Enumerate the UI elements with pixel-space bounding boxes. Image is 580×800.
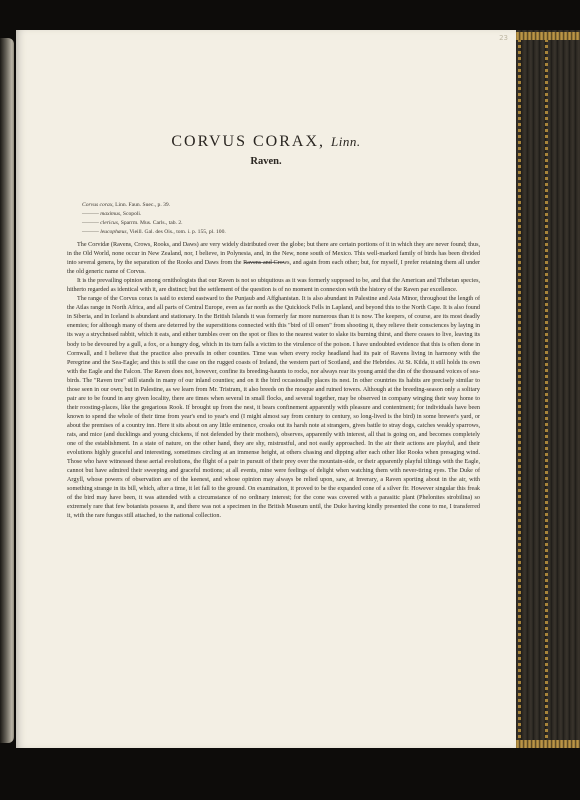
left-page-edge — [0, 38, 14, 743]
paragraph: The Corvidæ (Ravens, Crows, Rooks, and Daws) are very widely distributed over the globe; but there are certain portions of it in which they are never found; thus, in the Old World, none occur in New Zealand, nor, I believe, in Polynesia, and, in the New, none south of Mexico. This well-marked family of birds has been divided into several genera, by the separation of the Rooks and Daws from the Ravens and Crows, and again from each other; but, for myself, I prefer retaining them all under the old generic name of Corvus. — [67, 242, 480, 276]
species-title — [16, 133, 516, 151]
species-common-name: Raven. — [250, 156, 282, 167]
page-number: 23 — [499, 34, 508, 42]
paragraph: It is the prevailing opinion among ornithologists that our Raven is not so ubiquitous as it was formerly supposed to be, and that the American and Thibetan species, hitherto regarded as identical with it, are distinct; but the settlement of the question is of no moment in connexion with the history of the Raven par excellence. — [67, 278, 480, 294]
synonym-entry: ——— clericus, Sparrm. Mus. Carls., tab. 2. — [82, 219, 183, 226]
synonym-entry: ——— maximus, Scopoli. — [82, 210, 142, 217]
title-main: CORVUS CORAX, — [171, 133, 326, 150]
gilt-border — [518, 32, 548, 746]
synonym-entry: Corvus corax, Linn. Faun. Suec., p. 39. — [82, 202, 171, 208]
paragraph: The range of the Corvus corax is said to extend eastward to the Punjaub and Affghanistan. It is also abundant in Palestine and Asia Minor, throughout the length of the Atlas range in North Africa, and all parts of Central Europe, even as far north as the Quickiock Fells in Lapland, and beyond this to the North Cape. It is also found in Siberia, and in Iceland is abundant and stationary. In the British Islands it was formerly far more numerous than it is now. The keepers, of course, are its most deadly enemies; for although many of them are deterred by the superstitions connected with this "bird of ill omen" from shooting it, they relieve their consciences by laying in its way a strychnised rabbit, which it eats, and either tumbles over on the spot or flies to the nearest water to slake its burning thirst, and there ceases to live, leaving its body to be devoured by a gull, a fox, or a hungry dog, which in its turn falls a victim to the virulence of the poison. I have undoubted evidence that this is often done in Cornwall, and I believe that the practice also prevails in other counties. Time was when every rocky headland had its pair of Ravens living in harmony with the Peregrine and the Sea-Eagle; and this is still the case on the rugged coasts of Ireland, the western part of Scotland, and the Hebrides. At St. Kilda, it still holds its own with the Eagle and the Falcon. The Raven does not, however, confine its breeding-haunts to rocks, nor always rear its young amid the din of the thousand voices of sea-birds. The "Raven tree" still stands in many of our inland counties; and on it the bird occasionally places its nest. In other countries its habits are precisely similar to those seen in our own; but in Palestine, as we learn from Mr. Tristram, it also breeds on the mosque and ruined towers. Although at the breeding-season only a solitary pair are to be found in any given locality, there are times when several in small flocks, and several together, may be observed in company winging their way home to their roosting-places, like the gregarious Rook. If brought up from the nest, it bears confinement apparently with pleasure and contentment; for individuals have been known to spend the whole of their time from year's end to year's end (I might almost say from century to century, so long-lived is the bird) in some brewer's yard, or about the premises of a country inn. Here it sits about on any little eminence, croaks out its harsh note at strangers, gives battle to stray dogs, catches weakly sparrows, rats, and mice (and ducklings and young chickens, if not defended by their mothers), observes, apparently with interest, all that is going on, and becomes completely one of the establishment. In a state of nature, on the other hand, they are shy, mistrustful, and not easily approached. In the air their actions are playful, and their evolutions highly graceful and interesting, sometimes circling at an immense height, at others chasing and dipping after each other like Rooks when presaging wind. Those who have witnessed these aerial evolutions, the flight of a pair in pursuit of their prey over the mountain-side, or their apparently playful tiltings with the Eagle, cannot but have admired their sweeping and graceful motions; at all events, mine were feelings of delight when watching them with never-tiring eyes. The Duke of Argyll, whose powers of observation are of the keenest, and whose opinion may always be relied upon, saw, at Inverary, a Raven sporting about in the air, with something strange in its bill, which, after a time, it let fall to the ground. On examination, it proved to be the expanded cone of a silver fir. However singular this freak of the bird may have been, it was attended with a circumstance of no ordinary interest; for the cone was covered with a parasitic plant (Phelonites strobilina) so extremely rare that few botanists possess it, and there was not a specimen in the British Museum until, the Duke having kindly presented the cone to me, I transferred it, with the rare fungus still attached, to the national collection. — [67, 296, 480, 520]
synonym-list — [82, 201, 462, 237]
body-text — [67, 241, 480, 695]
title-author: Linn. — [331, 134, 361, 149]
synonym-entry: ——— leucophæus, Vieill. Gal. des Ois., tom. i. p. 155, pl. 100. — [82, 228, 226, 235]
